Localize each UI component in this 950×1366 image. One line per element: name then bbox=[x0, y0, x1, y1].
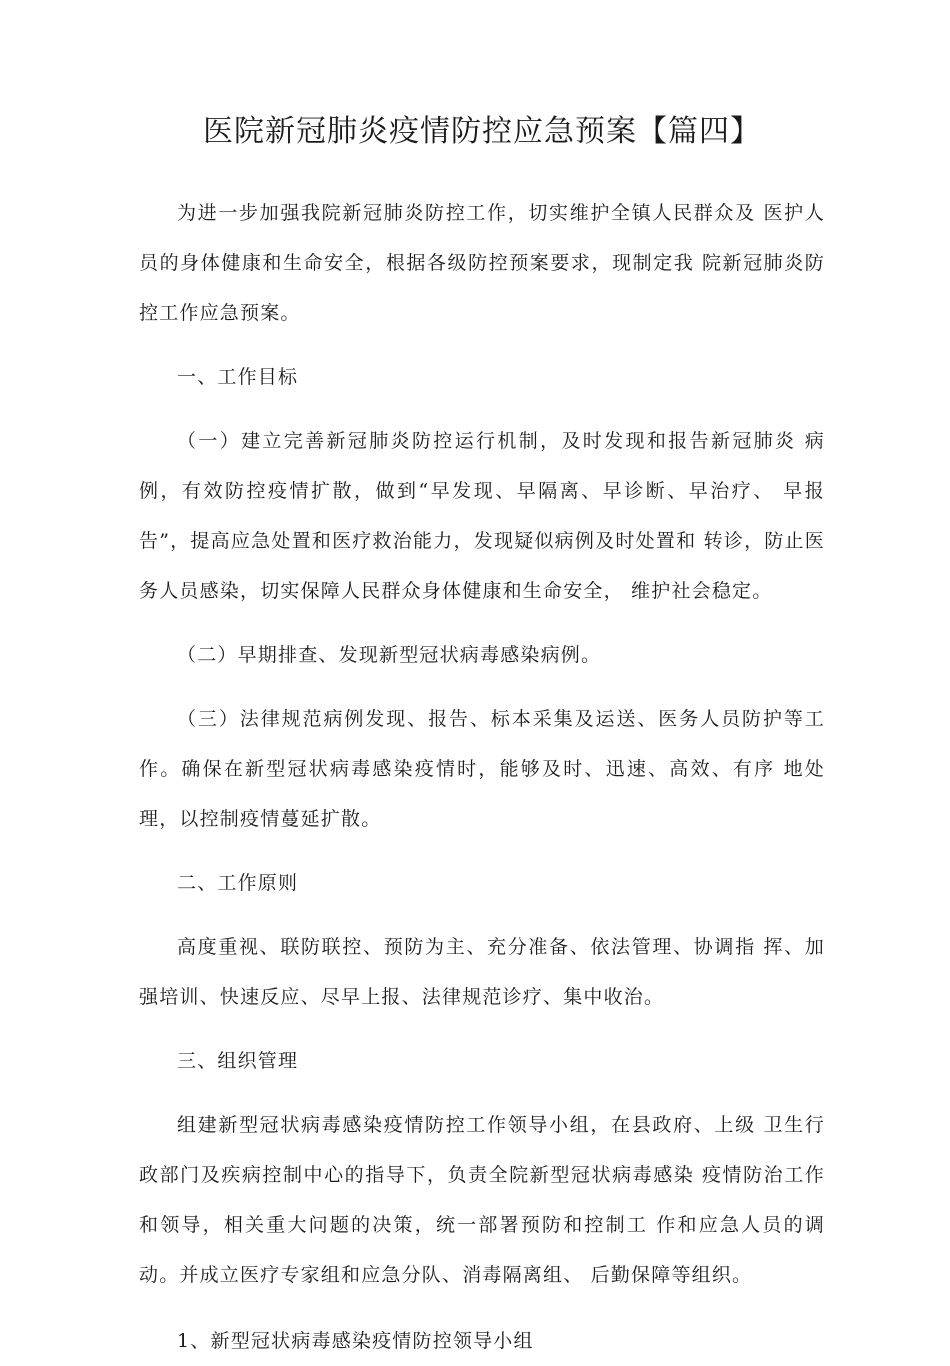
goal-item-3: （三）法律规范病例发现、报告、标本采集及运送、医务人员防护等工作。确保在新型冠状病毒感染疫情时，能够及时、迅速、高效、有序 地处理，以控制疫情蔓延扩散。 bbox=[139, 708, 825, 830]
goal-item-2: （二）早期排查、发现新型冠状病毒感染病例。 bbox=[177, 644, 602, 666]
organization-paragraph: 组建新型冠状病毒感染疫情防控工作领导小组，在县政府、上级 卫生行政部门及疾病控制中心的指导下，负责全院新型冠状病毒感染 疫情防治工作和领导，相关重大问题的决策，统一部署预防和控制工 作和应急人员的调动。并成立医疗专家组和应急分队、消毒隔离组、 后勤保障等组织。 bbox=[139, 1114, 825, 1286]
document-title: 医院新冠肺炎疫情防控应急预案【篇四】 bbox=[203, 114, 761, 149]
section-heading-principles: 二、工作原则 bbox=[177, 872, 299, 894]
intro-paragraph: 为进一步加强我院新冠肺炎防控工作，切实维护全镇人民群众及 医护人员的身体健康和生命安全，根据各级防控预案要求，现制定我 院新冠肺炎防控工作应急预案。 bbox=[139, 202, 825, 324]
principles-paragraph: 高度重视、联防联控、预防为主、充分准备、依法管理、协调指 挥、加强培训、快速反应、尽早上报、法律规范诊疗、集中收治。 bbox=[139, 936, 825, 1008]
section-heading-organization: 三、组织管理 bbox=[177, 1050, 299, 1072]
goal-item-1: （一）建立完善新冠肺炎防控运行机制，及时发现和报告新冠肺炎 病例，有效防控疫情扩散，做到“早发现、早隔离、早诊断、早治疗、 早报告”，提高应急处置和医疗救治能力，发现疑似病例及时处置和 转诊，防止医务人员感染，切实保障人民群众身体健康和生命安全， 维护社会稳定。 bbox=[139, 430, 825, 602]
subsection-heading-leadership-group: 1、新型冠状病毒感染疫情防控领导小组 bbox=[177, 1330, 534, 1352]
section-heading-goals: 一、工作目标 bbox=[177, 366, 299, 388]
